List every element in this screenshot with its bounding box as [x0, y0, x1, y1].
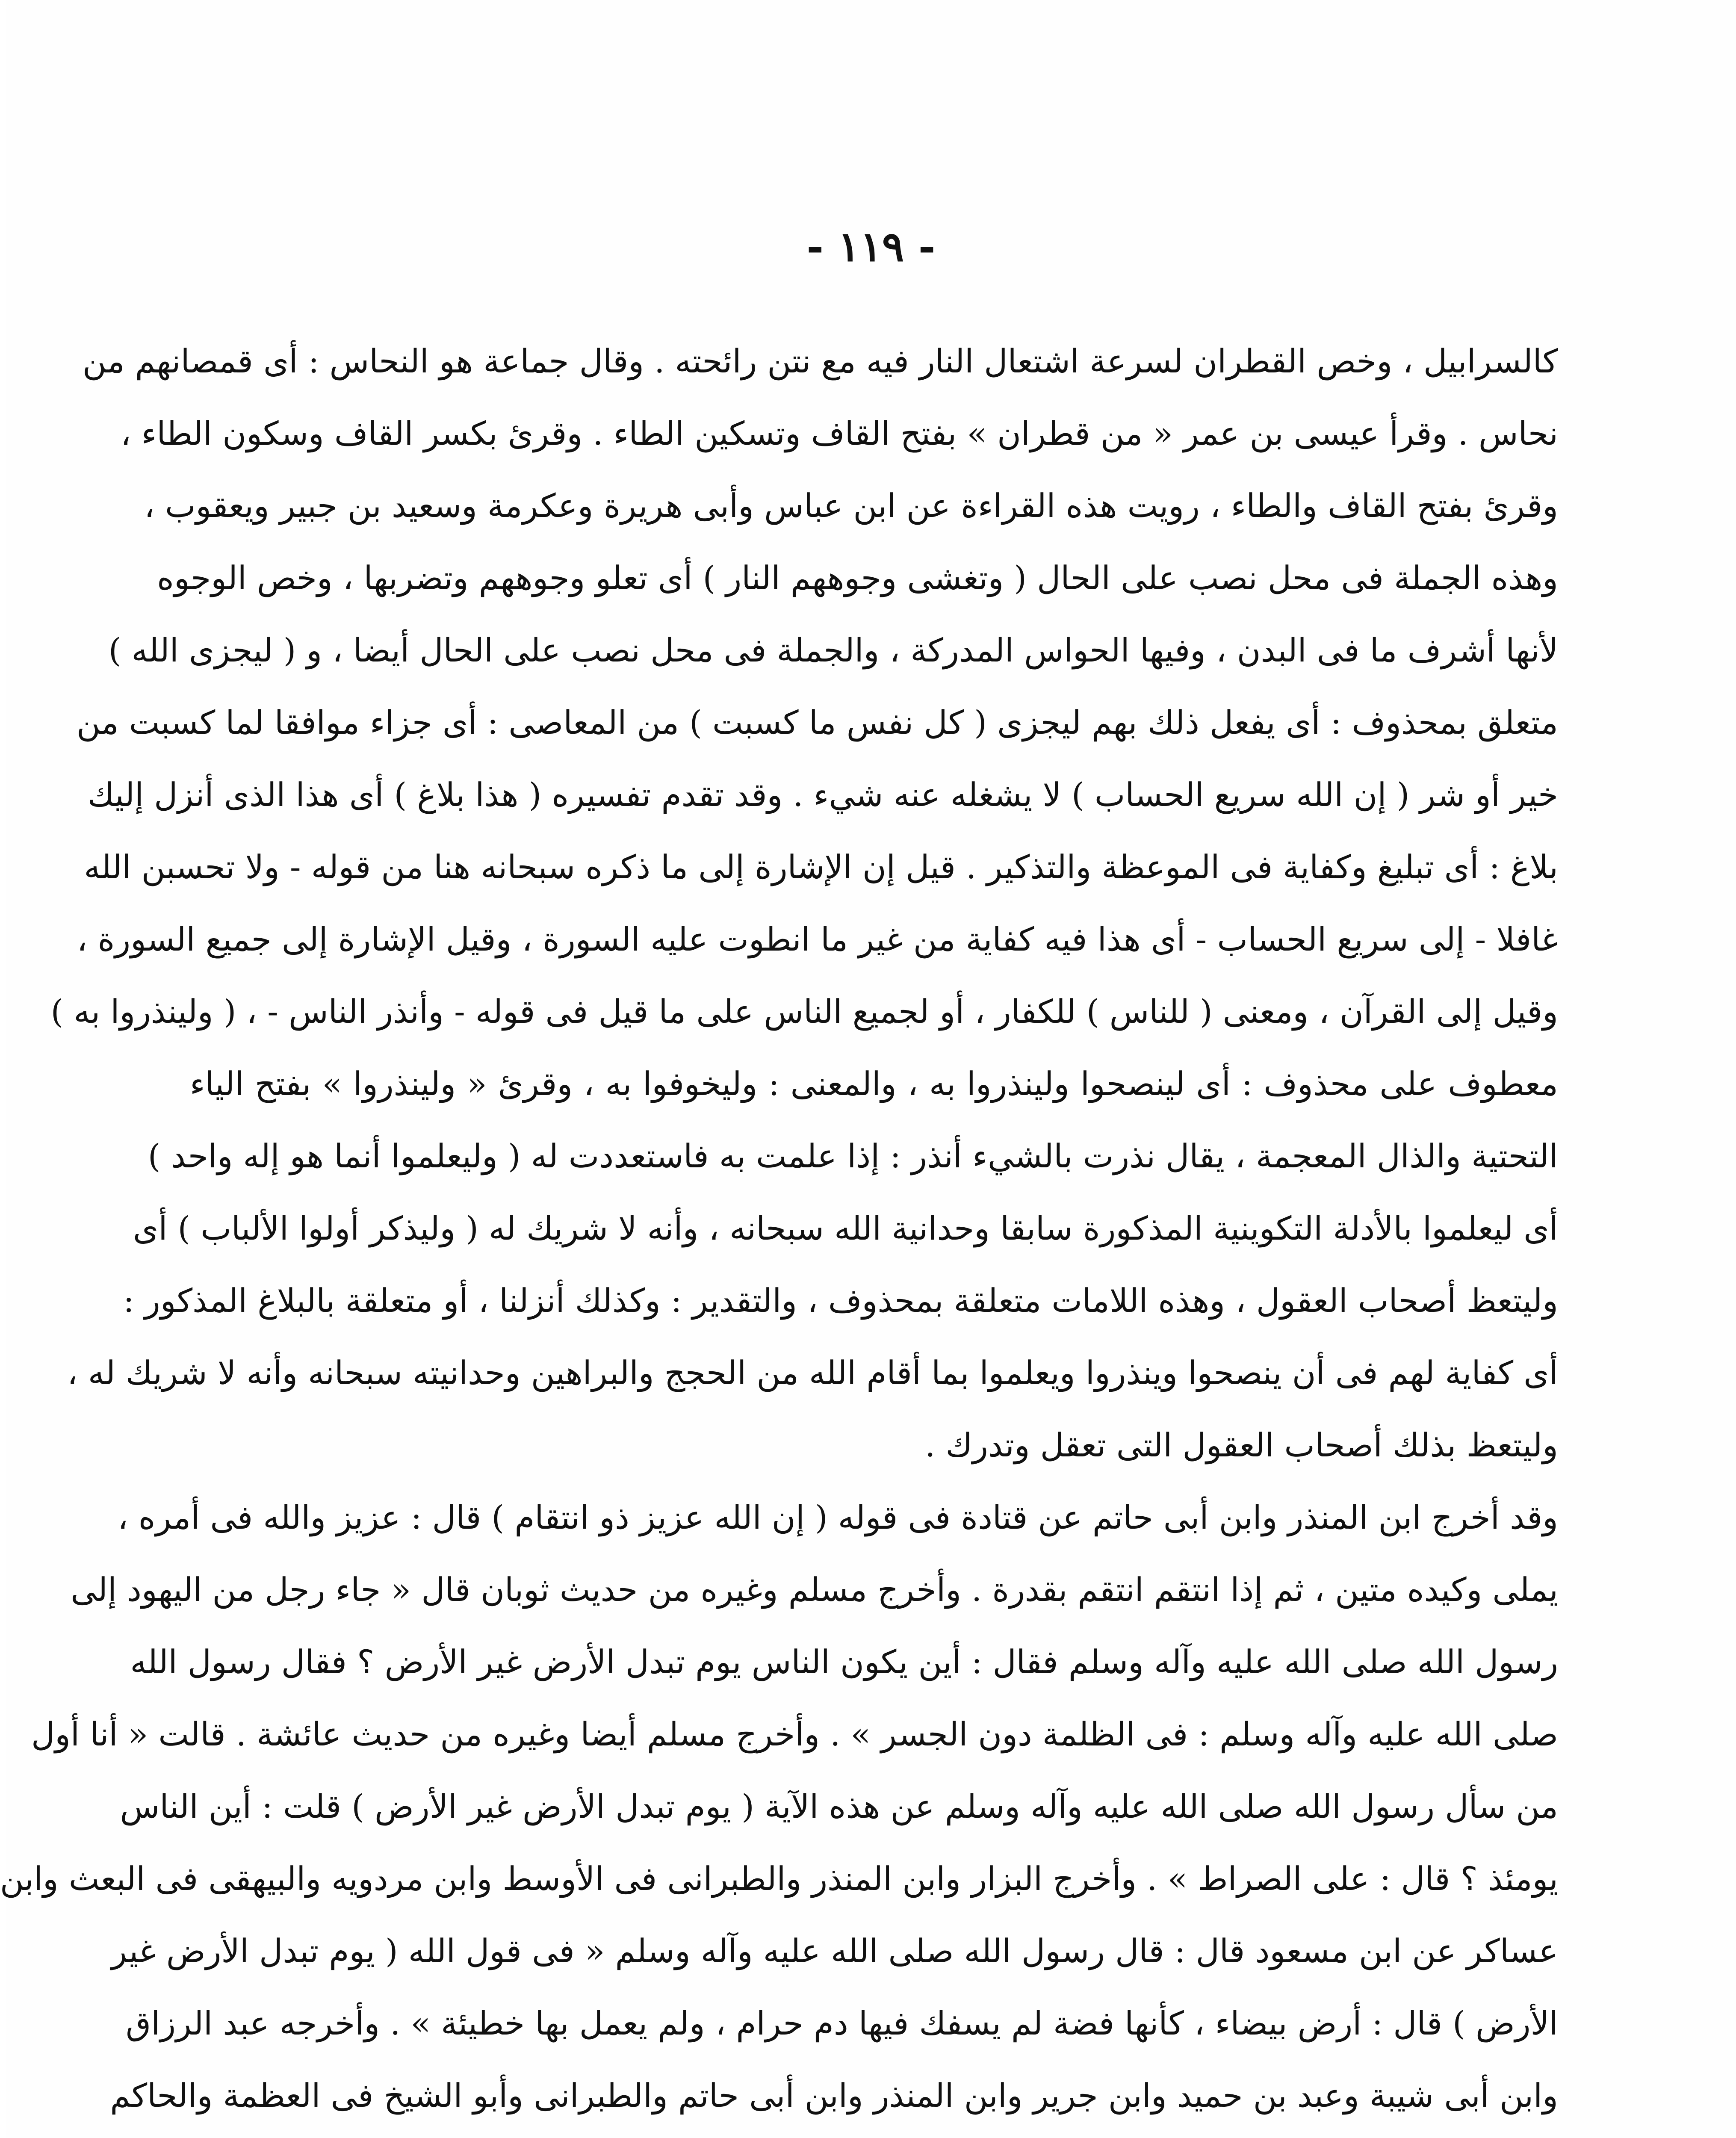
- text-line: أى ليعلموا بالأدلة التكوينية المذكورة سابقا وحدانية الله سبحانه ، وأنه لا شريك له ( وليذكر أولوا الألباب ) أى: [133, 1209, 1558, 1247]
- text-line: التحتية والذال المعجمة ، يقال نذرت بالشيء أنذر : إذا علمت به فاستعددت له ( وليعلموا أنما هو إله واحد ): [148, 1137, 1558, 1175]
- text-line: أى كفاية لهم فى أن ينصحوا وينذروا ويعلموا بما أقام الله من الحجج والبراهين وحدانيته سبحانه وأنه لا شريك له ،: [67, 1354, 1558, 1392]
- text-line: وليتعظ أصحاب العقول ، وهذه اللامات متعلقة بمحذوف ، والتقدير : وكذلك أنزلنا ، أو متعلقة بالبلاغ المذكور :: [123, 1282, 1558, 1320]
- text-line: وقرئ بفتح القاف والطاء ، رويت هذه القراءة عن ابن عباس وأبى هريرة وعكرمة وسعيد بن جبير ويعقوب ،: [144, 487, 1558, 525]
- text-line: لأنها أشرف ما فى البدن ، وفيها الحواس المدركة ، والجملة فى محل نصب على الحال أيضا ، و ( ليجزى الله ): [108, 631, 1558, 669]
- text-line: من سأل رسول الله صلى الله عليه وآله وسلم عن هذه الآية ( يوم تبدل الأرض غير الأرض ) قلت : أين الناس: [120, 1787, 1558, 1825]
- text-line: صلى الله عليه وآله وسلم : فى الظلمة دون الجسر » . وأخرج مسلم أيضا وغيره من حديث عائشة . قالت « أنا أول: [31, 1715, 1558, 1753]
- text-line: معطوف على محذوف : أى لينصحوا ولينذروا به ، والمعنى : وليخوفوا به ، وقرئ « ولينذروا » بفتح الياء: [190, 1065, 1559, 1103]
- text-line: بلاغ : أى تبليغ وكفاية فى الموعظة والتذكير . قيل إن الإشارة إلى ما ذكره سبحانه هنا من قوله - ولا تحسبن الله: [84, 848, 1558, 886]
- text-line: نحاس . وقرأ عيسى بن عمر « من قطران » بفتح القاف وتسكين الطاء . وقرئ بكسر القاف وسكون الطاء ،: [120, 414, 1558, 452]
- text-line: يومئذ ؟ قال : على الصراط » . وأخرج البزار وابن المنذر والطبرانى فى الأوسط وابن مردويه والبيهقى فى البعث وابن: [0, 1860, 1558, 1898]
- text-line: الأرض ) قال : أرض بيضاء ، كأنها فضة لم يسفك فيها دم حرام ، ولم يعمل بها خطيئة » . وأخرجه عبد الرزاق: [126, 2004, 1558, 2042]
- text-line: وابن أبى شيبة وعبد بن حميد وابن جرير وابن المنذر وابن أبى حاتم والطبرانى وأبو الشيخ فى العظمة والحاكم: [110, 2076, 1558, 2114]
- text-line: يملى وكيده متين ، ثم إذا انتقم انتقم بقدرة . وأخرج مسلم وغيره من حديث ثوبان قال « جاء رجل من اليهود إلى: [71, 1571, 1558, 1609]
- text-line: خير أو شر ( إن الله سريع الحساب ) لا يشغله عنه شيء . وقد تقدم تفسيره ( هذا بلاغ ) أى هذا الذى أنزل إليك: [87, 776, 1558, 814]
- page-number: - ١١٩ -: [806, 222, 936, 271]
- text-line: رسول الله صلى الله عليه وآله وسلم فقال : أين يكون الناس يوم تبدل الأرض غير الأرض ؟ فقال رسول الله: [130, 1643, 1558, 1681]
- text-line: وقد أخرج ابن المنذر وابن أبى حاتم عن قتادة فى قوله ( إن الله عزيز ذو انتقام ) قال : عزيز والله فى أمره ،: [118, 1498, 1558, 1536]
- text-line: [190, 2132, 1558, 2138]
- text-line: متعلق بمحذوف : أى يفعل ذلك بهم ليجزى ( كل نفس ما كسبت ) من المعاصى : أى جزاء موافقا لما كسبت من: [76, 703, 1558, 741]
- text-line: وليتعظ بذلك أصحاب العقول التى تعقل وتدرك .: [925, 1426, 1558, 1464]
- text-line: غافلا - إلى سريع الحساب - أى هذا فيه كفاية من غير ما انطوت عليه السورة ، وقيل الإشارة إلى جميع السورة ،: [77, 920, 1558, 958]
- text-line: وقيل إلى القرآن ، ومعنى ( للناس ) للكفار ، أو لجميع الناس على ما قيل فى قوله - وأنذر الناس - ، ( ولينذروا به ): [50, 992, 1558, 1031]
- text-line: كالسرابيل ، وخص القطران لسرعة اشتعال النار فيه مع نتن رائحته . وقال جماعة هو النحاس : أى قمصانهم من: [83, 342, 1558, 380]
- text-line: عساكر عن ابن مسعود قال : قال رسول الله صلى الله عليه وآله وسلم « فى قول الله ( يوم تبدل الأرض غير: [111, 1932, 1558, 1970]
- body-text: [0, 325, 1559, 2138]
- text-line: وهذه الجملة فى محل نصب على الحال ( وتغشى وجوههم النار ) أى تعلو وجوههم وتضربها ، وخص الوجوه: [157, 559, 1558, 597]
